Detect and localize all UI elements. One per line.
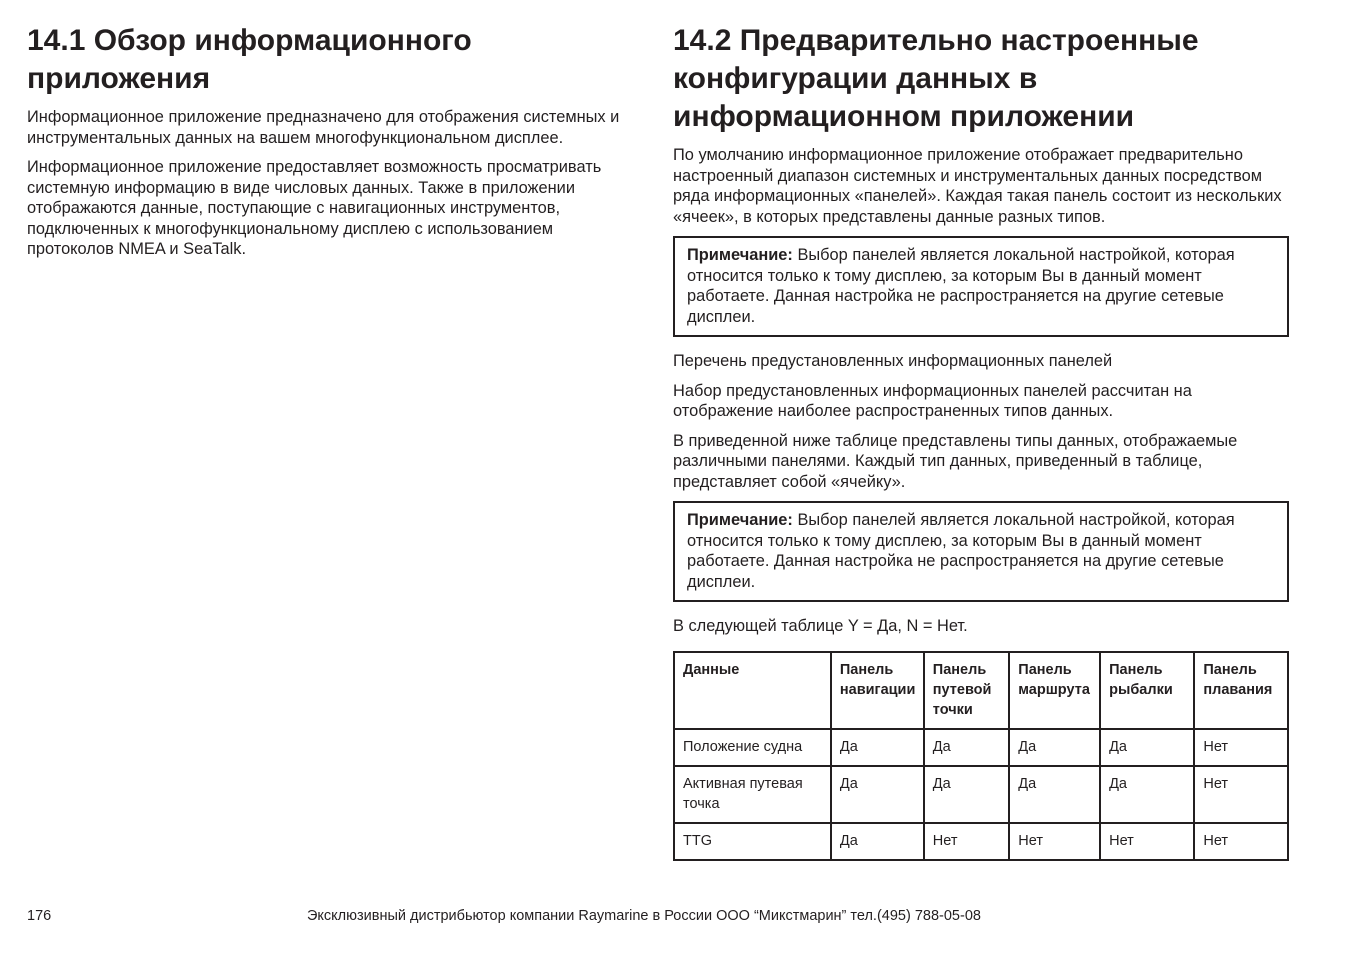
section-heading-14-1: 14.1 Обзор информационного приложения [27, 24, 472, 95]
paragraph: Набор предустановленных информационных панелей рассчитан на отображение наиболее распространенных типов данных. [673, 381, 1192, 420]
note-box [673, 236, 1289, 337]
table-cell: Да [831, 766, 924, 823]
table-cell: Нет [1194, 766, 1288, 823]
panels-table [673, 651, 1289, 861]
table-row [674, 823, 1288, 860]
table-cell: Нет [1009, 823, 1100, 860]
table-row [674, 766, 1288, 823]
section-heading-14-2: 14.2 Предварительно настроенные конфигурации данных в информационном приложении [673, 24, 1199, 133]
table-cell: Да [1009, 729, 1100, 766]
table-cell: Да [924, 729, 1009, 766]
page-number: 176 [27, 908, 52, 924]
note-label: Примечание: [687, 246, 793, 264]
intro-paragraph: По умолчанию информационное приложение отображает предварительно настроенный диапазон системных и инструментальных данных посредством ряда информационных «панелей». Каждая такая панель состоит из нескольких «ячеек», в которых представлены данные разных типов. [673, 146, 1282, 226]
note-box [673, 501, 1289, 602]
table-header-row [674, 652, 1288, 729]
table-header-cell: Панель рыбалки [1100, 652, 1194, 729]
note-text: Выбор панелей является локальной настройкой, которая относится только к тому дисплею, за которым Вы в данный момент работаете. Данная настройка не распространяется на другие сетевые дисплеи. [687, 511, 1235, 591]
table-header-cell: Панель маршрута [1009, 652, 1100, 729]
right-column [673, 22, 1289, 861]
footer-text: Эксклюзивный дистрибьютор компании Raymarine в России ООО “Микстмарин” тел.(495) 788-05-08 [307, 908, 981, 924]
table-cell: Да [1100, 729, 1194, 766]
paragraph: Информационное приложение предназначено для отображения системных и инструментальных данных на вашем многофункциональном дисплее. [27, 108, 620, 147]
table-cell: Нет [924, 823, 1009, 860]
table-header-cell: Панель путевой точки [924, 652, 1009, 729]
table-row [674, 729, 1288, 766]
table-cell: TTG [674, 823, 831, 860]
table-cell: Нет [1194, 729, 1288, 766]
table-header-cell: Данные [674, 652, 831, 729]
table-header-cell: Панель плавания [1194, 652, 1288, 729]
note-label: Примечание: [687, 511, 793, 529]
list-title: Перечень предустановленных информационных панелей [673, 352, 1113, 370]
note-text: Выбор панелей является локальной настройкой, которая относится только к тому дисплею, за которым Вы в данный момент работаете. Данная настройка не распространяется на другие сетевые дисплеи. [687, 246, 1235, 326]
table-legend: В следующей таблице Y = Да, N = Нет. [673, 617, 968, 635]
paragraph: В приведенной ниже таблице представлены типы данных, отображаемые различными панелями. Каждый тип данных, приведенный в таблице, представляет собой «ячейку». [673, 431, 1238, 491]
table-cell: Да [1100, 766, 1194, 823]
table-cell: Да [831, 729, 924, 766]
paragraph: Информационное приложение предоставляет возможность просматривать системную информацию в виде числовых данных. Также в приложении отображаются данные, поступающие с навигационных инструментов, подключенных к многофункциональному дисплею с использованием протоколов NMEA и SeaTalk. [27, 158, 602, 258]
table-cell: Нет [1100, 823, 1194, 860]
table-header-cell: Панель навигации [831, 652, 924, 729]
table-cell: Да [1009, 766, 1100, 823]
table-cell: Да [831, 823, 924, 860]
table-cell: Активная путевая точка [674, 766, 831, 823]
left-column [27, 22, 639, 269]
table-cell: Положение судна [674, 729, 831, 766]
table-cell: Нет [1194, 823, 1288, 860]
table-cell: Да [924, 766, 1009, 823]
